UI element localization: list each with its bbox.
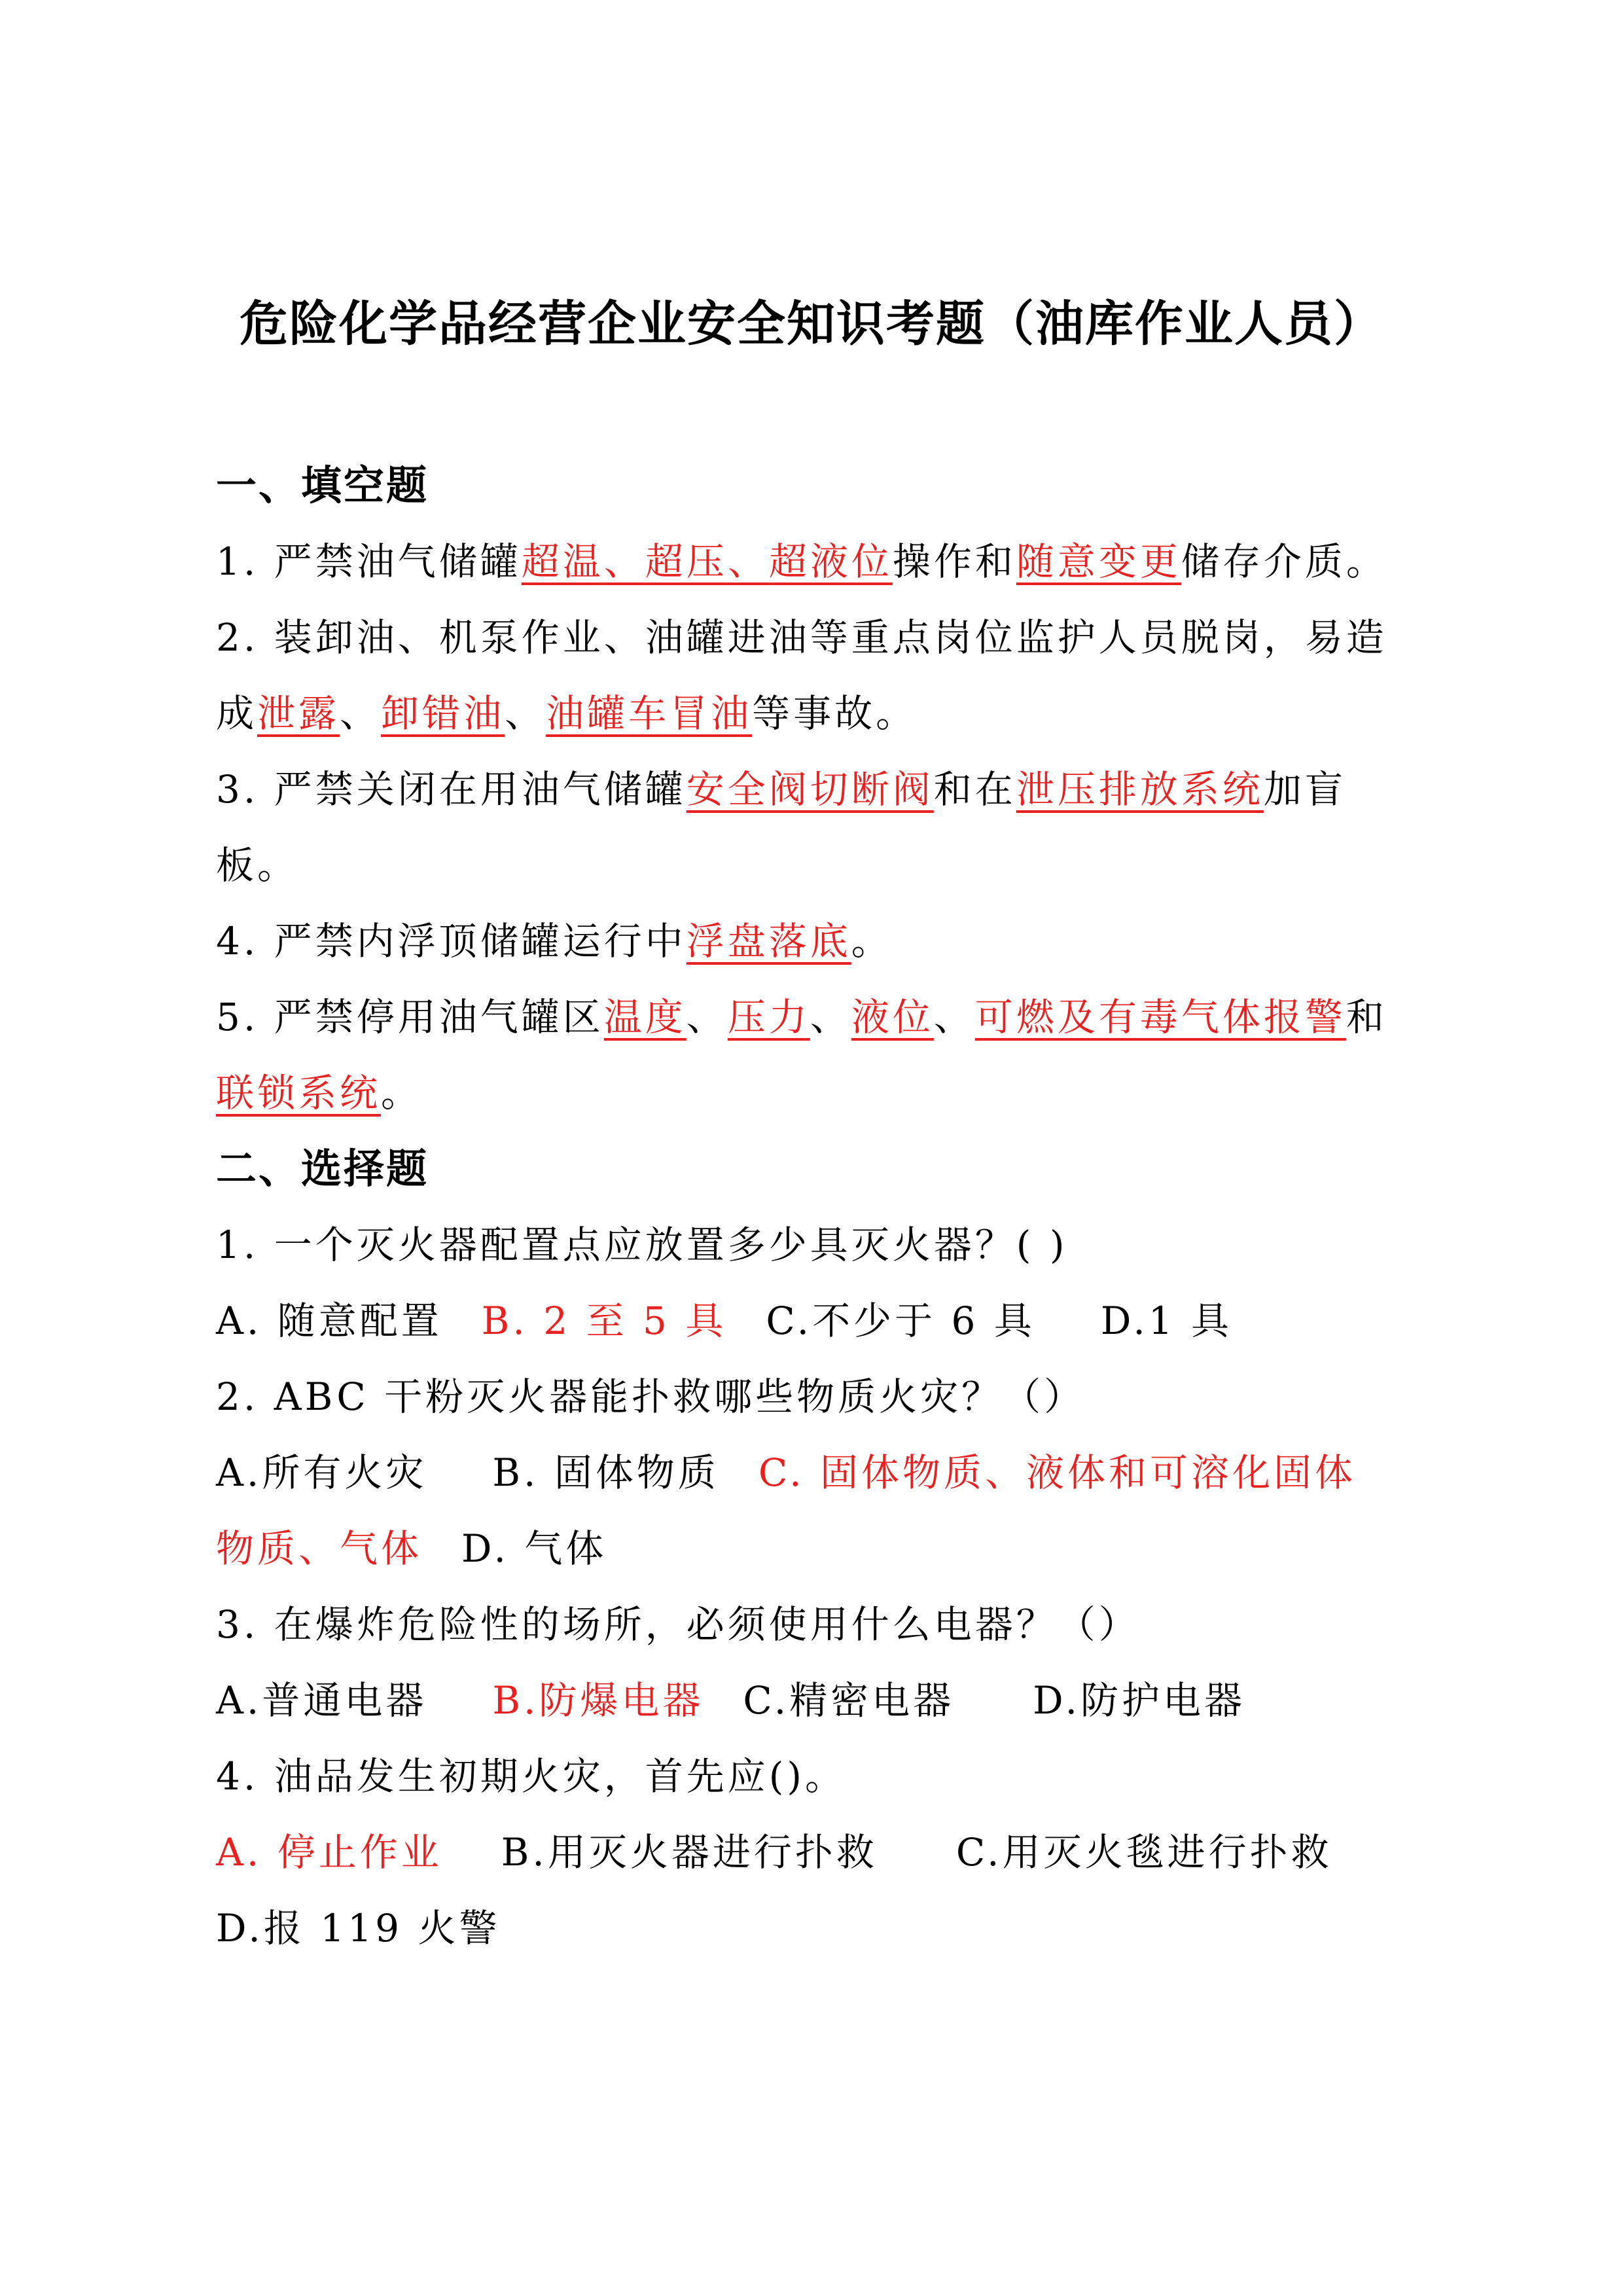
answer-separator: 、 [603, 539, 645, 584]
question-text: 储存介质。 [1181, 539, 1387, 584]
option-a: A. 随意配置 [216, 1299, 442, 1343]
fill-question-2-line-1: 2. 装卸油、机泵作业、油罐进油等重点岗位监护人员脱岗，易造 [216, 615, 1387, 660]
option-c: C.不少于 6 具 [766, 1299, 1035, 1343]
question-text: 。 [851, 919, 893, 963]
option-c-correct-continued: 物质、气体 [216, 1526, 423, 1571]
question-text: 成 [216, 691, 258, 736]
question-text: 。 [381, 1071, 423, 1115]
choice-question-3: 3. 在爆炸危险性的场所，必须使用什么电器？（） [216, 1602, 1140, 1647]
choice-question-2-options-line-1 [216, 1435, 1407, 1511]
answer-blank: 超温 [521, 539, 604, 584]
answer-blank: 超压 [645, 539, 728, 584]
choice-question-4: 4. 油品发生初期火灾，首先应()。 [216, 1754, 847, 1799]
answer-blank: 联锁系统 [216, 1071, 382, 1115]
document-body [216, 448, 1407, 1966]
answer-blank: 卸错油 [381, 691, 505, 736]
question-text: 4. 严禁内浮顶储罐运行中 [216, 919, 687, 963]
question-text: 、 [933, 995, 975, 1039]
section-heading-multiple-choice: 二、选择题 [216, 1145, 429, 1193]
section-heading-fill-in: 一、填空题 [216, 461, 429, 509]
option-a-correct: A. 停止作业 [216, 1830, 442, 1874]
question-text: 和 [1346, 995, 1387, 1039]
question-text: 、 [340, 691, 382, 736]
option-a: A.普通电器 [216, 1678, 427, 1723]
fill-question-5-line-2 [216, 1055, 1407, 1131]
answer-blank: 泄压排放系统 [1016, 767, 1264, 812]
answer-blank: 温度 [603, 995, 687, 1039]
option-c-correct: C. 固体物质、液体和可溶化固体 [758, 1450, 1357, 1495]
choice-question-2: 2. ABC 干粉灭火器能扑救哪些物质火灾？（） [216, 1374, 1086, 1419]
question-text: 、 [810, 995, 851, 1039]
answer-separator: 、 [727, 539, 769, 584]
fill-question-3-line-2: 板。 [216, 843, 299, 888]
option-b: B. 固体物质 [492, 1450, 719, 1495]
choice-question-4-option-d: D.报 119 火警 [216, 1906, 501, 1950]
question-text: 和在 [933, 767, 1016, 812]
option-d: D.防护电器 [1033, 1678, 1246, 1723]
option-b: B.用灭火器进行扑救 [501, 1830, 878, 1874]
question-text: 操作和 [892, 539, 1016, 584]
answer-blank: 泄露 [257, 691, 340, 736]
option-c: C.精密电器 [743, 1678, 955, 1723]
choice-question-3-options [216, 1662, 1407, 1738]
answer-blank: 液位 [851, 995, 934, 1039]
choice-question-4-options [216, 1814, 1407, 1890]
question-text: 、 [505, 691, 546, 736]
answer-blank: 超液位 [768, 539, 893, 584]
answer-blank: 油罐车冒油 [546, 691, 753, 736]
answer-blank: 随意变更 [1016, 539, 1181, 584]
answer-blank: 压力 [727, 995, 810, 1039]
question-text: 加盲 [1263, 767, 1346, 812]
option-b-correct: B. 2 至 5 具 [481, 1299, 727, 1343]
question-text: 5. 严禁停用油气罐区 [216, 995, 604, 1039]
choice-question-1: 1. 一个灭火器配置点应放置多少具灭火器？( ) [216, 1223, 1068, 1267]
question-text: 3. 严禁关闭在用油气储罐 [216, 767, 687, 812]
fill-question-4 [216, 903, 1407, 979]
document-title: 危险化学品经营企业安全知识考题（油库作业人员） [240, 296, 1383, 352]
question-text: 、 [686, 995, 728, 1039]
answer-blank: 可燃及有毒气体报警 [974, 995, 1346, 1039]
fill-question-3-line-1 [216, 751, 1407, 827]
option-c: C.用灭火毯进行扑救 [955, 1830, 1332, 1874]
option-d: D. 气体 [461, 1526, 607, 1571]
choice-question-1-options [216, 1283, 1407, 1359]
option-b-correct: B.防爆电器 [492, 1678, 704, 1723]
fill-question-2-line-2 [216, 675, 1407, 751]
answer-blank: 安全阀切断阀 [686, 767, 934, 812]
question-text: 1. 严禁油气储罐 [216, 539, 522, 584]
option-d: D.1 具 [1100, 1299, 1233, 1343]
option-a: A.所有火灾 [216, 1450, 427, 1495]
answer-blank: 浮盘落底 [686, 919, 851, 963]
fill-question-1 [216, 524, 1407, 600]
question-text: 等事故。 [752, 691, 918, 736]
choice-question-2-options-line-2 [216, 1511, 1407, 1587]
fill-question-5-line-1 [216, 979, 1407, 1055]
